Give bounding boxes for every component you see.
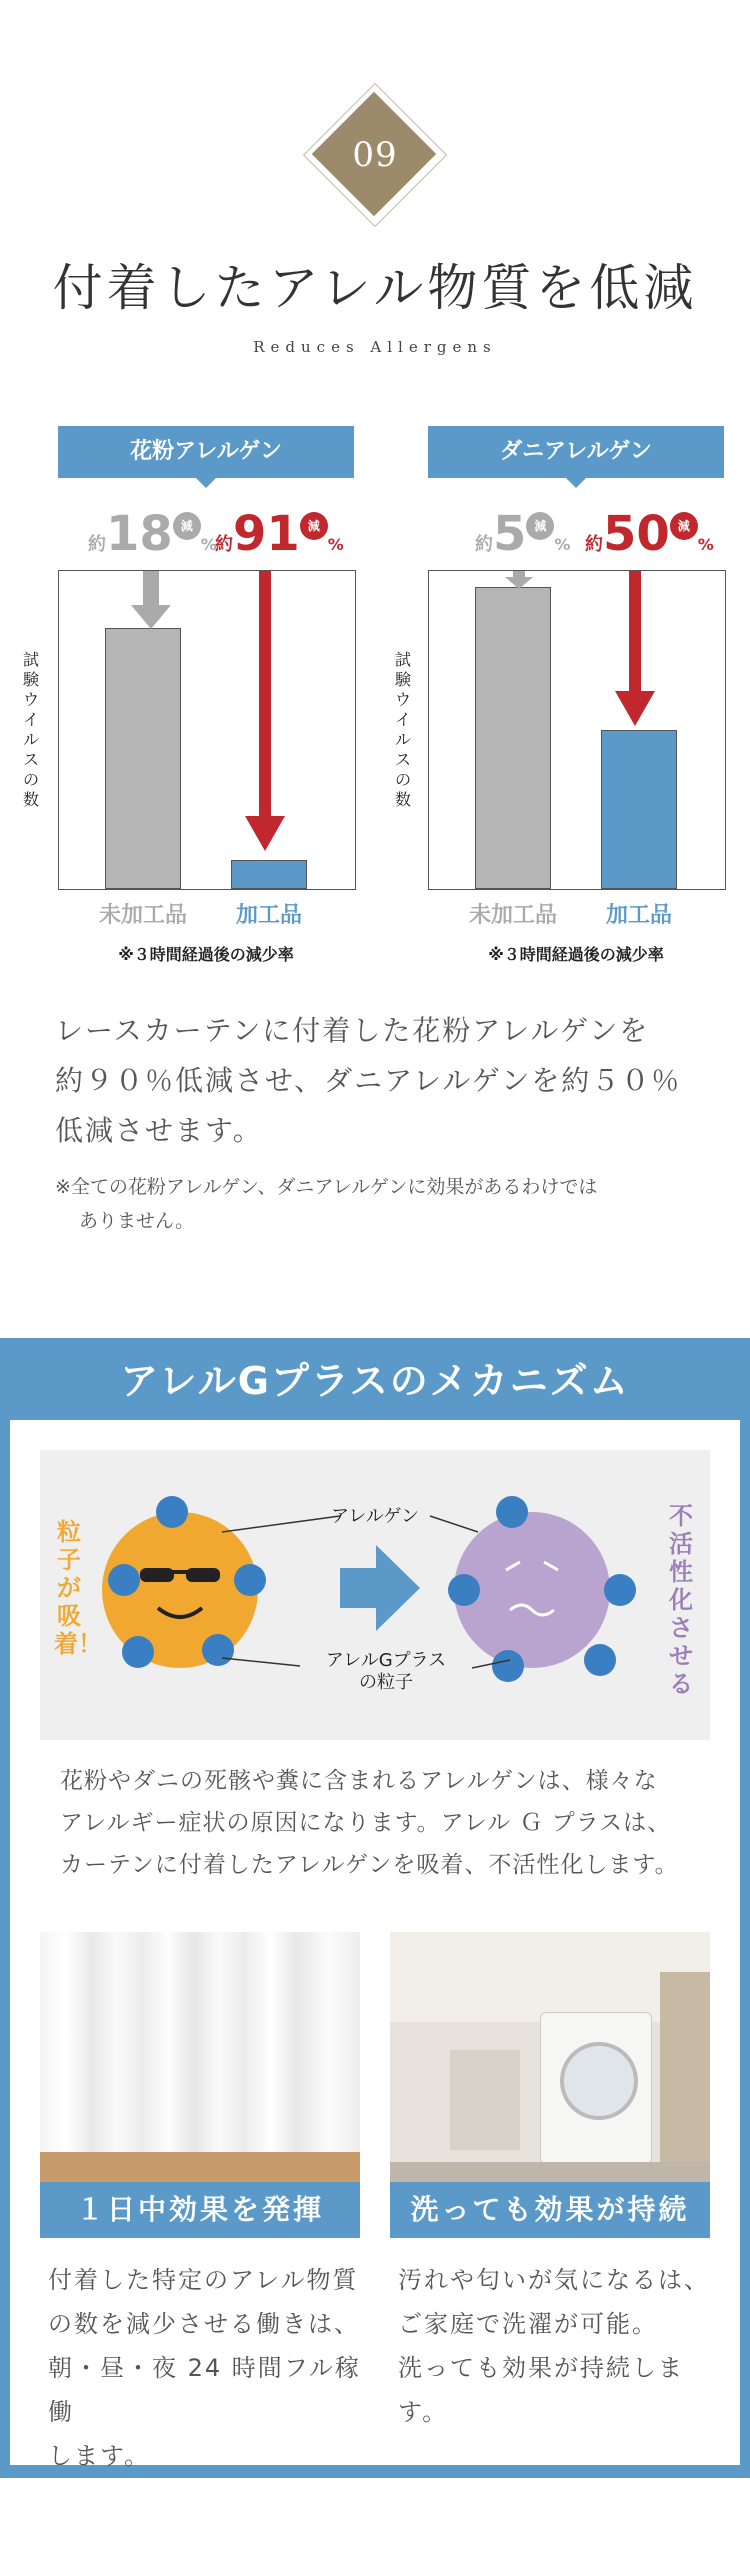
pollen-arrows bbox=[59, 571, 355, 889]
mite-x-treated: 加工品 bbox=[605, 903, 672, 928]
gray-down-arrow-icon bbox=[505, 571, 533, 589]
mite-arrows bbox=[429, 571, 725, 889]
mite-chart-section bbox=[428, 426, 724, 478]
reduce-badge-icon: 減 bbox=[173, 512, 201, 540]
mechanism-title: アレルGプラスのメカニズム bbox=[120, 1359, 630, 1403]
pollen-y-axis-label: 試験ウイルスの数 bbox=[22, 650, 39, 809]
pollen-before-rate: 約18 減% bbox=[88, 506, 217, 562]
feature-label-allday: １日中効果を発揮 bbox=[40, 2182, 360, 2238]
pollen-x-treated: 加工品 bbox=[235, 903, 302, 928]
feature-text-washable: 汚れや匂いが気になるは、 ご家庭で洗濯が可能。 洗っても効果が持続します。 bbox=[398, 2266, 710, 2426]
mite-x-untreated: 未加工品 bbox=[468, 903, 557, 928]
pollen-bar-chart bbox=[58, 570, 356, 890]
lace-curtain-photo bbox=[40, 1932, 360, 2182]
mechanism-illustration bbox=[40, 1450, 710, 1740]
pollen-chart-section bbox=[58, 426, 354, 478]
pollen-after-rate: 約91 減% bbox=[215, 506, 344, 562]
laundry-photo bbox=[390, 1932, 710, 2182]
gray-down-arrow-icon bbox=[131, 571, 171, 629]
mechanism-description: 花粉やダニの死骸や糞に含まれるアレルゲンは、様々な アレルギー症状の原因になります。アレル Ｇ プラスは、 カーテンに付着したアレルゲンを吸着、不活性化します。 bbox=[60, 1768, 679, 1878]
red-down-arrow-icon bbox=[615, 571, 655, 726]
reduce-badge-icon: 減 bbox=[526, 512, 554, 540]
mite-before-rate: 約5 減% bbox=[475, 506, 571, 562]
reduce-badge-icon: 減 bbox=[300, 512, 328, 540]
right-arrow-icon bbox=[340, 1545, 420, 1631]
mite-y-axis-label: 試験ウイルスの数 bbox=[394, 650, 411, 809]
mite-after-rate: 約50 減% bbox=[585, 506, 714, 562]
particle-callout: アレルGプラス の粒子 bbox=[325, 1650, 447, 1693]
pollen-chart-note: ※３時間経過後の減少率 bbox=[118, 945, 294, 964]
section-number: 09 bbox=[352, 135, 398, 175]
mite-chart-label: ダニアレルゲン bbox=[428, 426, 724, 478]
feature-text-allday: 付着した特定のアレル物質 の数を減少させる働きは、 朝・昼・夜 24 時間フル稼働 します。 bbox=[48, 2266, 361, 2470]
page-title: 付着したアレル物質を低減 bbox=[52, 259, 698, 317]
section-number-badge bbox=[310, 90, 440, 220]
allergen-callout: アレルゲン bbox=[330, 1506, 420, 1527]
page-subtitle: Reduces Allergens bbox=[253, 338, 497, 356]
intro-text: レースカーテンに付着した花粉アレルゲンを 約９０％低減させ、ダニアレルゲンを約５０％ 低減させます。 bbox=[55, 1014, 682, 1147]
mite-chart-note: ※３時間経過後の減少率 bbox=[488, 945, 664, 964]
inactivate-vertical-text: 不活性化させる bbox=[669, 1502, 693, 1698]
pollen-x-untreated: 未加工品 bbox=[98, 903, 187, 928]
intro-disclaimer: ※全ての花粉アレルゲン、ダニアレルゲンに効果があるわけでは ありません。 bbox=[55, 1176, 598, 1232]
pollen-chart-label: 花粉アレルゲン bbox=[58, 426, 354, 478]
reduce-badge-icon: 減 bbox=[670, 512, 698, 540]
mechanism-drawing bbox=[40, 1450, 710, 1740]
feature-label-washable: 洗っても効果が持続 bbox=[390, 2182, 710, 2238]
mite-bar-chart bbox=[428, 570, 726, 890]
red-down-arrow-icon bbox=[245, 571, 285, 851]
adsorb-vertical-text: 粒子が吸着！ bbox=[54, 1518, 102, 1658]
